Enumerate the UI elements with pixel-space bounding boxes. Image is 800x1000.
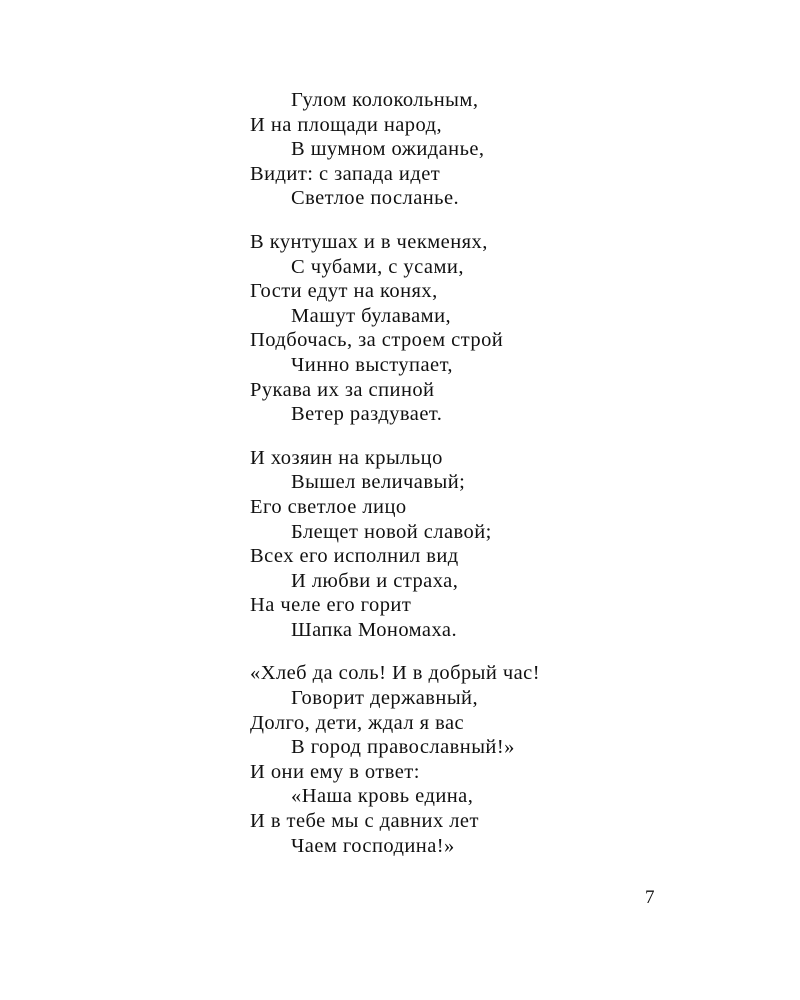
- poem-line: И на площади народ,: [250, 113, 443, 136]
- poem-line: На челе его горит: [250, 594, 412, 617]
- poem-line: Чинно выступает,: [291, 353, 454, 376]
- poem-line: В кунтушах и в чекменях,: [250, 230, 488, 253]
- poem-line: И они ему в ответ:: [250, 760, 420, 783]
- poem-line: И любви и страха,: [291, 569, 459, 592]
- poem-line: Говорит державный,: [291, 687, 479, 710]
- poem-line: Гулом колокольным,: [291, 89, 479, 111]
- poem: [250, 88, 670, 877]
- poem-line: Всех его исполнил вид: [250, 545, 459, 568]
- poem-line: В город православный!»: [291, 736, 515, 759]
- stanza: [250, 446, 670, 643]
- poem-line: И в тебе мы с давних лет: [250, 810, 479, 833]
- poem-line: «Хлеб да соль! И в добрый час!: [250, 662, 540, 685]
- poem-line: Долго, дети, ждал я вас: [250, 711, 465, 734]
- page-number: 7: [645, 887, 655, 908]
- poem-line: Машут булавами,: [291, 304, 452, 327]
- poem-line: Шапка Мономаха.: [291, 618, 458, 641]
- poem-line: Чаем господина!»: [291, 834, 455, 857]
- poem-line: Ветер раздувает.: [291, 403, 443, 426]
- poem-line: Подбочась, за строем строй: [250, 329, 504, 352]
- poem-line: Гости едут на конях,: [250, 280, 438, 303]
- poem-line: Вышел величавый;: [291, 471, 466, 494]
- poem-line: Видит: с запада идет: [250, 162, 441, 185]
- poem-line: И хозяин на крыльцо: [250, 446, 443, 469]
- poem-line: С чубами, с усами,: [291, 255, 464, 278]
- poem-line: Рукава их за спиной: [250, 378, 435, 401]
- poem-line: Его светлое лицо: [250, 495, 407, 518]
- poem-line: «Наша кровь едина,: [291, 785, 474, 808]
- stanza: [250, 230, 670, 427]
- stanza: [250, 88, 670, 211]
- poem-line: Светлое посланье.: [291, 187, 460, 210]
- poem-line: В шумном ожиданье,: [291, 138, 485, 161]
- poem-line: Блещет новой славой;: [291, 520, 492, 543]
- stanza: [250, 661, 670, 858]
